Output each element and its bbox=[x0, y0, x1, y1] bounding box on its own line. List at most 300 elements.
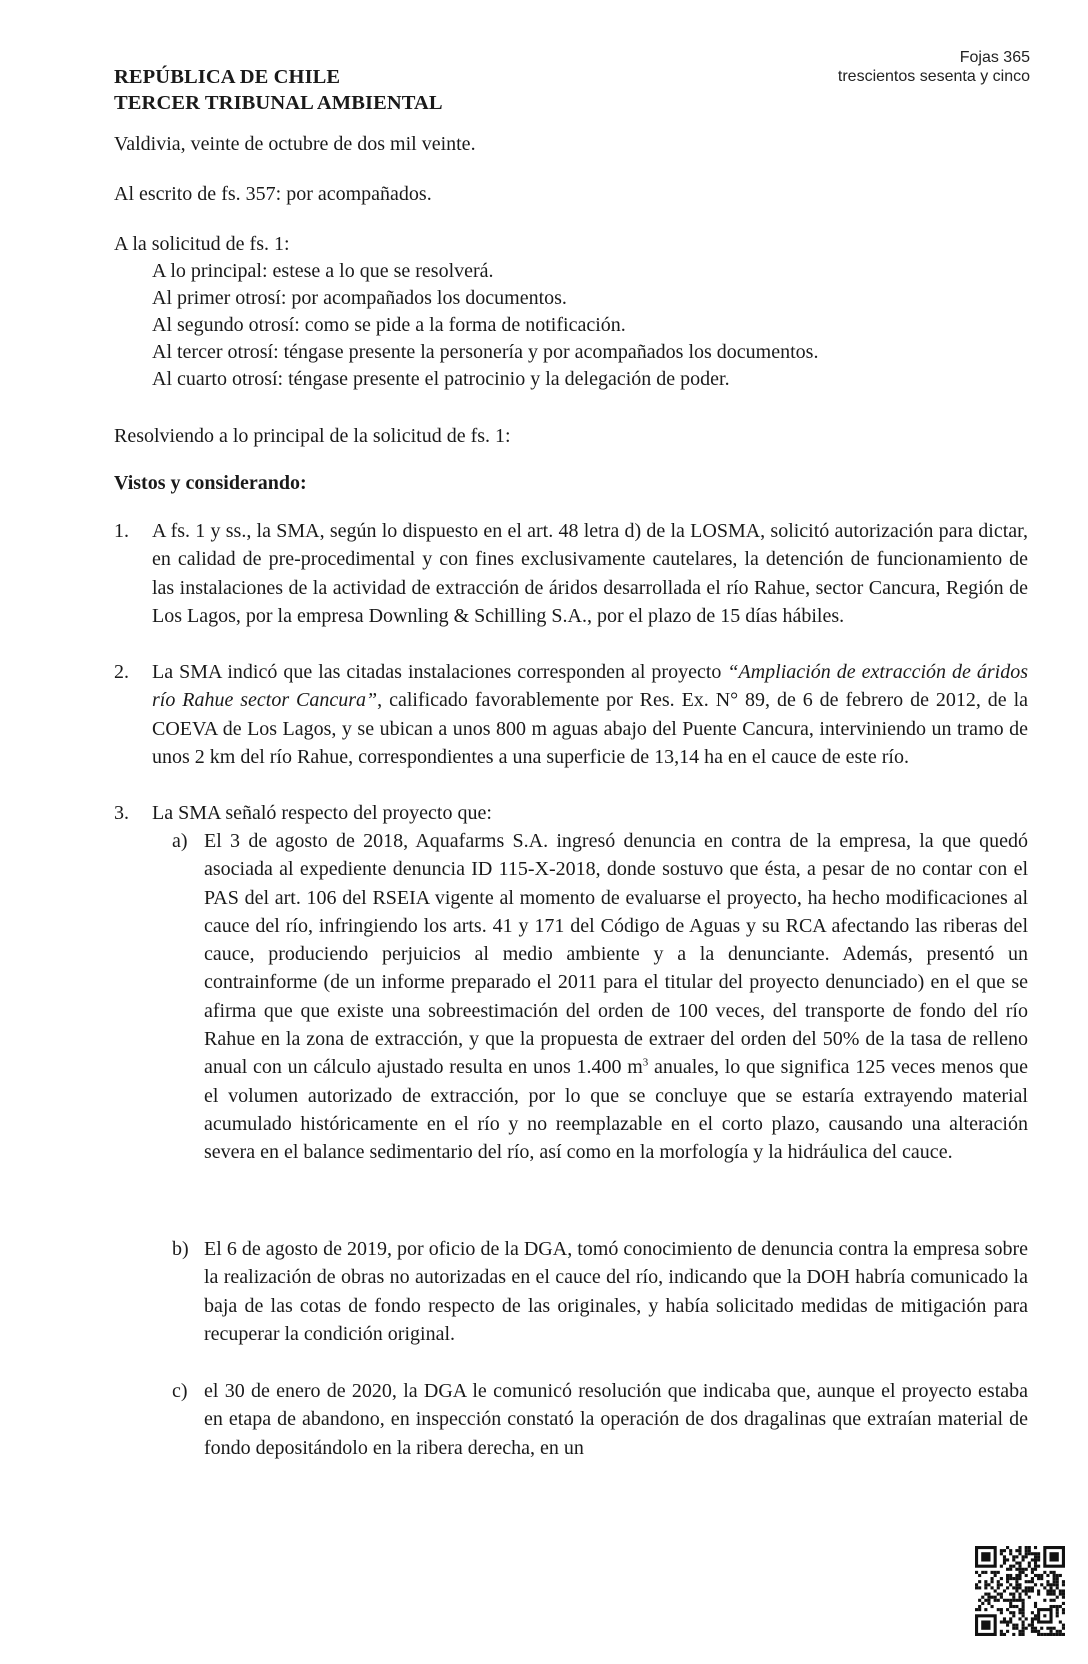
subitem-a bbox=[152, 827, 1028, 1167]
qr-module bbox=[1018, 1571, 1021, 1574]
qr-module bbox=[1022, 1558, 1025, 1561]
qr-module bbox=[978, 1580, 981, 1583]
qr-module bbox=[1053, 1605, 1056, 1608]
escrito-line: Al escrito de fs. 357: por acompañados. bbox=[114, 183, 432, 205]
resolviendo-line: Resolviendo a lo principal de la solicitud de fs. 1: bbox=[114, 425, 511, 447]
qr-module bbox=[1015, 1562, 1018, 1565]
qr-module bbox=[1046, 1633, 1049, 1636]
qr-module bbox=[987, 1596, 990, 1599]
qr-module bbox=[1053, 1599, 1056, 1602]
qr-module bbox=[1037, 1558, 1040, 1561]
qr-module bbox=[1003, 1549, 1006, 1552]
qr-module bbox=[1012, 1605, 1015, 1608]
qr-module bbox=[1003, 1558, 1006, 1561]
qr-module bbox=[1009, 1599, 1012, 1602]
qr-module bbox=[1018, 1630, 1021, 1633]
fojas-words: trescientos sesenta y cinco bbox=[837, 68, 1030, 85]
qr-module bbox=[1031, 1630, 1034, 1633]
qr-module bbox=[1015, 1574, 1018, 1577]
qr-module bbox=[1034, 1555, 1037, 1558]
qr-module bbox=[1025, 1627, 1028, 1630]
qr-module bbox=[1056, 1583, 1059, 1586]
qr-module bbox=[1062, 1608, 1065, 1611]
qr-module bbox=[1037, 1630, 1040, 1633]
qr-module bbox=[1025, 1549, 1028, 1552]
qr-module bbox=[984, 1608, 987, 1611]
qr-module bbox=[1031, 1568, 1034, 1571]
qr-module bbox=[984, 1593, 987, 1596]
qr-module bbox=[1031, 1617, 1034, 1620]
qr-module bbox=[1018, 1546, 1021, 1549]
qr-module bbox=[1018, 1577, 1021, 1580]
qr-module bbox=[1031, 1611, 1034, 1614]
qr-module bbox=[997, 1580, 1000, 1583]
qr-module bbox=[1009, 1574, 1012, 1577]
subitem-text bbox=[204, 827, 1028, 1167]
solicitud-item: Al primer otrosí: por acompañados los documentos. bbox=[152, 287, 567, 309]
qr-module bbox=[978, 1599, 981, 1602]
qr-module bbox=[1015, 1627, 1018, 1630]
qr-module bbox=[1034, 1602, 1037, 1605]
qr-module bbox=[1015, 1624, 1018, 1627]
date-line: Valdivia, veinte de octubre de dos mil veinte. bbox=[114, 133, 476, 155]
qr-module bbox=[1037, 1565, 1040, 1568]
header-country: REPÚBLICA DE CHILE bbox=[114, 66, 341, 88]
qr-module bbox=[1046, 1627, 1049, 1630]
qr-module bbox=[991, 1577, 994, 1580]
qr-module bbox=[1034, 1630, 1037, 1633]
considerando-2 bbox=[114, 658, 1028, 771]
qr-module bbox=[1034, 1558, 1037, 1561]
qr-module bbox=[1056, 1633, 1059, 1636]
qr-module bbox=[997, 1571, 1000, 1574]
qr-module bbox=[1022, 1555, 1025, 1558]
qr-module bbox=[1009, 1568, 1012, 1571]
qr-module bbox=[1000, 1549, 1003, 1552]
qr-module bbox=[1049, 1599, 1052, 1602]
qr-module bbox=[1053, 1589, 1056, 1592]
qr-module bbox=[1031, 1627, 1034, 1630]
qr-module bbox=[1025, 1593, 1028, 1596]
qr-module bbox=[1059, 1574, 1062, 1577]
qr-module bbox=[1018, 1565, 1021, 1568]
qr-module bbox=[1012, 1627, 1015, 1630]
item-number: 3. bbox=[114, 802, 129, 824]
qr-module bbox=[1053, 1633, 1056, 1636]
subitem-b bbox=[152, 1235, 1028, 1348]
qr-module bbox=[984, 1583, 987, 1586]
project-name: “Ampliación de extracción de áridos río Rahue sector Cancura” bbox=[152, 661, 1028, 712]
qr-module bbox=[1018, 1583, 1021, 1586]
qr-module bbox=[1012, 1558, 1015, 1561]
qr-module bbox=[1034, 1568, 1037, 1571]
qr-module bbox=[1056, 1574, 1059, 1577]
qr-module bbox=[1034, 1605, 1037, 1608]
qr-module bbox=[1018, 1574, 1021, 1577]
qr-module bbox=[994, 1589, 997, 1592]
qr-module bbox=[1040, 1627, 1043, 1630]
court-header bbox=[114, 64, 443, 116]
qr-module bbox=[1003, 1633, 1006, 1636]
qr-module bbox=[1018, 1568, 1021, 1571]
qr-module bbox=[1000, 1552, 1003, 1555]
qr-module bbox=[1018, 1611, 1021, 1614]
qr-module bbox=[1006, 1558, 1009, 1561]
qr-module bbox=[1049, 1593, 1052, 1596]
qr-module bbox=[1062, 1611, 1065, 1614]
qr-module bbox=[1009, 1593, 1012, 1596]
fojas-number: Fojas 365 bbox=[959, 49, 1030, 66]
qr-module bbox=[984, 1599, 987, 1602]
qr-module bbox=[997, 1586, 1000, 1589]
qr-module bbox=[1049, 1571, 1052, 1574]
qr-module bbox=[1009, 1552, 1012, 1555]
qr-module bbox=[1000, 1583, 1003, 1586]
qr-module bbox=[1015, 1549, 1018, 1552]
considerando-3 bbox=[114, 799, 1028, 827]
qr-module bbox=[1034, 1562, 1037, 1565]
qr-module bbox=[991, 1580, 994, 1583]
qr-module bbox=[1022, 1605, 1025, 1608]
qr-module bbox=[1009, 1565, 1012, 1568]
qr-module bbox=[994, 1596, 997, 1599]
qr-module bbox=[1062, 1602, 1065, 1605]
qr-module bbox=[1062, 1583, 1065, 1586]
qr-module bbox=[1062, 1633, 1065, 1636]
qr-module bbox=[1015, 1586, 1018, 1589]
qr-module bbox=[1003, 1555, 1006, 1558]
qr-module bbox=[1037, 1633, 1040, 1636]
qr-module bbox=[1031, 1589, 1034, 1592]
qr-module bbox=[1040, 1574, 1043, 1577]
qr-module bbox=[1009, 1549, 1012, 1552]
qr-module bbox=[1009, 1583, 1012, 1586]
qr-module bbox=[1028, 1624, 1031, 1627]
qr-module bbox=[1056, 1630, 1059, 1633]
qr-module bbox=[1037, 1574, 1040, 1577]
qr-module bbox=[1018, 1596, 1021, 1599]
qr-module bbox=[1043, 1586, 1046, 1589]
qr-module bbox=[994, 1571, 997, 1574]
qr-module bbox=[1006, 1568, 1009, 1571]
qr-module bbox=[1034, 1546, 1037, 1549]
qr-module bbox=[1000, 1593, 1003, 1596]
qr-module bbox=[1015, 1605, 1018, 1608]
qr-module bbox=[1022, 1630, 1025, 1633]
qr-module bbox=[1006, 1608, 1009, 1611]
qr-module bbox=[1053, 1583, 1056, 1586]
qr-module bbox=[1056, 1577, 1059, 1580]
qr-module bbox=[1006, 1599, 1009, 1602]
solicitud-item: Al tercer otrosí: téngase presente la personería y por acompañados los documentos. bbox=[152, 341, 819, 363]
qr-module bbox=[987, 1602, 990, 1605]
qr-module bbox=[1031, 1558, 1034, 1561]
qr-module bbox=[1056, 1596, 1059, 1599]
considerando-1 bbox=[114, 517, 1028, 630]
qr-module bbox=[1022, 1608, 1025, 1611]
subitem-c bbox=[152, 1377, 1028, 1462]
qr-module bbox=[1006, 1574, 1009, 1577]
qr-module bbox=[1053, 1571, 1056, 1574]
qr-module bbox=[1012, 1599, 1015, 1602]
qr-module bbox=[1000, 1565, 1003, 1568]
qr-module bbox=[981, 1596, 984, 1599]
superscript: 3 bbox=[642, 1056, 649, 1069]
qr-module bbox=[1059, 1620, 1062, 1623]
qr-module bbox=[1025, 1555, 1028, 1558]
qr-module bbox=[1012, 1555, 1015, 1558]
qr-module bbox=[1056, 1608, 1059, 1611]
qr-module bbox=[1018, 1562, 1021, 1565]
qr-module bbox=[1037, 1589, 1040, 1592]
qr-module bbox=[1015, 1589, 1018, 1592]
qr-module bbox=[1000, 1611, 1003, 1614]
qr-module bbox=[1046, 1589, 1049, 1592]
qr-module bbox=[997, 1583, 1000, 1586]
qr-module bbox=[1062, 1580, 1065, 1583]
qr-module bbox=[994, 1599, 997, 1602]
qr-module bbox=[1043, 1571, 1046, 1574]
qr-module bbox=[978, 1608, 981, 1611]
qr-module bbox=[1022, 1602, 1025, 1605]
qr-code-icon bbox=[975, 1546, 1065, 1636]
qr-module bbox=[984, 1580, 987, 1583]
qr-module bbox=[1025, 1546, 1028, 1549]
qr-module bbox=[1025, 1568, 1028, 1571]
qr-module bbox=[1049, 1589, 1052, 1592]
qr-module bbox=[1003, 1620, 1006, 1623]
item-number: 1. bbox=[114, 520, 129, 542]
qr-module bbox=[1006, 1546, 1009, 1549]
qr-module bbox=[1049, 1627, 1052, 1630]
qr-module bbox=[1037, 1577, 1040, 1580]
qr-module bbox=[1034, 1583, 1037, 1586]
qr-module bbox=[1003, 1617, 1006, 1620]
qr-module bbox=[1028, 1596, 1031, 1599]
header-court: TERCER TRIBUNAL AMBIENTAL bbox=[114, 92, 443, 114]
solicitud-title: A la solicitud de fs. 1: bbox=[114, 233, 290, 255]
item-text bbox=[152, 658, 1028, 771]
qr-module bbox=[1022, 1611, 1025, 1614]
solicitud-item: Al segundo otrosí: como se pide a la forma de notificación. bbox=[152, 314, 626, 336]
qr-module bbox=[1028, 1580, 1031, 1583]
qr-module bbox=[975, 1583, 978, 1586]
qr-module bbox=[1028, 1546, 1031, 1549]
qr-module bbox=[1009, 1611, 1012, 1614]
item-text: La SMA señaló respecto del proyecto que: bbox=[152, 802, 492, 824]
qr-module bbox=[1034, 1552, 1037, 1555]
qr-module bbox=[1031, 1580, 1034, 1583]
qr-module bbox=[975, 1608, 978, 1611]
qr-module bbox=[1028, 1549, 1031, 1552]
qr-module bbox=[1012, 1577, 1015, 1580]
qr-module bbox=[1059, 1630, 1062, 1633]
qr-module bbox=[1000, 1577, 1003, 1580]
qr-module bbox=[975, 1571, 978, 1574]
qr-module bbox=[1025, 1574, 1028, 1577]
qr-module bbox=[1043, 1599, 1046, 1602]
qr-module bbox=[1012, 1596, 1015, 1599]
qr-module bbox=[1046, 1583, 1049, 1586]
qr-module bbox=[987, 1593, 990, 1596]
qr-module bbox=[997, 1608, 1000, 1611]
qr-module bbox=[1006, 1630, 1009, 1633]
qr-module bbox=[1022, 1589, 1025, 1592]
qr-module bbox=[1028, 1565, 1031, 1568]
qr-module bbox=[1034, 1617, 1037, 1620]
qr-module bbox=[994, 1574, 997, 1577]
qr-module bbox=[1059, 1589, 1062, 1592]
qr-module bbox=[1009, 1602, 1012, 1605]
qr-module bbox=[1000, 1620, 1003, 1623]
qr-module bbox=[1025, 1586, 1028, 1589]
qr-module bbox=[1062, 1624, 1065, 1627]
text-run: La SMA indicó que las citadas instalaciones corresponden al proyecto bbox=[152, 661, 728, 683]
qr-module bbox=[1018, 1608, 1021, 1611]
qr-module bbox=[1049, 1605, 1052, 1608]
qr-module bbox=[1012, 1586, 1015, 1589]
qr-module bbox=[1059, 1605, 1062, 1608]
qr-module bbox=[1009, 1617, 1012, 1620]
qr-module bbox=[984, 1586, 987, 1589]
qr-module bbox=[1000, 1608, 1003, 1611]
qr-module bbox=[1056, 1614, 1059, 1617]
qr-module bbox=[1012, 1593, 1015, 1596]
qr-module bbox=[1028, 1562, 1031, 1565]
qr-module bbox=[1028, 1586, 1031, 1589]
qr-module bbox=[1009, 1605, 1012, 1608]
qr-module bbox=[1012, 1565, 1015, 1568]
qr-module bbox=[1022, 1614, 1025, 1617]
qr-module bbox=[1056, 1605, 1059, 1608]
qr-module bbox=[1012, 1624, 1015, 1627]
qr-module bbox=[1000, 1630, 1003, 1633]
qr-module bbox=[1031, 1552, 1034, 1555]
item-text: A fs. 1 y ss., la SMA, según lo dispuesto en el art. 48 letra d) de la LOSMA, solicitó autorización para dictar, en calidad de pre-procedimental y con fines exclusivamente cautelares, la detención de funcionamiento de las instalaciones de la actividad de extracción de áridos desarrollada el río Rahue, sector Cancura, Región de Los Lagos, por la empresa Downling & Schilling S.A., por el plazo de 15 días hábiles. bbox=[152, 520, 1028, 627]
qr-module bbox=[1040, 1577, 1043, 1580]
qr-module bbox=[1025, 1589, 1028, 1592]
qr-module bbox=[991, 1605, 994, 1608]
qr-module bbox=[1040, 1583, 1043, 1586]
qr-module bbox=[1049, 1583, 1052, 1586]
qr-module bbox=[1031, 1586, 1034, 1589]
qr-module bbox=[1031, 1571, 1034, 1574]
qr-module bbox=[1018, 1599, 1021, 1602]
qr-module bbox=[1034, 1627, 1037, 1630]
qr-module bbox=[1031, 1624, 1034, 1627]
fojas-stamp bbox=[838, 48, 1030, 86]
qr-module bbox=[1056, 1611, 1059, 1614]
qr-module bbox=[1034, 1614, 1037, 1617]
qr-module bbox=[1053, 1577, 1056, 1580]
subitem-text: el 30 de enero de 2020, la DGA le comunicó resolución que indicaba que, aunque el proyecto estaba en etapa de abandono, en inspección constató la operación de dos dragalinas que extraían material de fondo depositándolo en la ribera derecha, en un bbox=[204, 1380, 1028, 1459]
qr-module bbox=[1062, 1596, 1065, 1599]
qr-module bbox=[1012, 1611, 1015, 1614]
qr-module bbox=[1043, 1633, 1046, 1636]
qr-module bbox=[1006, 1624, 1009, 1627]
subitem-letter: a) bbox=[172, 830, 188, 852]
qr-module bbox=[987, 1599, 990, 1602]
qr-module bbox=[997, 1599, 1000, 1602]
qr-module bbox=[981, 1571, 984, 1574]
qr-module bbox=[1053, 1593, 1056, 1596]
qr-module bbox=[991, 1586, 994, 1589]
qr-module bbox=[978, 1574, 981, 1577]
qr-module bbox=[1006, 1620, 1009, 1623]
qr-module bbox=[1049, 1630, 1052, 1633]
qr-module bbox=[1015, 1580, 1018, 1583]
qr-module bbox=[1015, 1577, 1018, 1580]
qr-module bbox=[1018, 1617, 1021, 1620]
qr-module bbox=[1009, 1620, 1012, 1623]
text-run: anuales, lo que significa 125 veces menos que el volumen autorizado de extracción, por lo que se concluye que se estaría extrayendo material acumulado históricamente en el río y no reemplazable en el corto plazo, causando una alteración severa en el balance sedimentario del río, así como en la morfología y la hidráulica del cauce. bbox=[204, 1056, 1029, 1164]
qr-module bbox=[1015, 1583, 1018, 1586]
qr-module bbox=[1056, 1586, 1059, 1589]
qr-module bbox=[1049, 1633, 1052, 1636]
qr-module bbox=[1018, 1549, 1021, 1552]
qr-module bbox=[1009, 1577, 1012, 1580]
qr-module bbox=[1046, 1580, 1049, 1583]
qr-module bbox=[984, 1571, 987, 1574]
qr-module bbox=[1006, 1586, 1009, 1589]
qr-module bbox=[1003, 1599, 1006, 1602]
qr-module bbox=[1018, 1586, 1021, 1589]
qr-module bbox=[1049, 1586, 1052, 1589]
qr-module bbox=[981, 1602, 984, 1605]
qr-module bbox=[978, 1605, 981, 1608]
qr-module bbox=[1028, 1552, 1031, 1555]
qr-module bbox=[1034, 1574, 1037, 1577]
qr-module bbox=[1046, 1593, 1049, 1596]
solicitud-item: A lo principal: estese a lo que se resolverá. bbox=[152, 260, 494, 282]
qr-module bbox=[975, 1586, 978, 1589]
qr-module bbox=[1018, 1593, 1021, 1596]
qr-module bbox=[1018, 1633, 1021, 1636]
qr-module bbox=[991, 1596, 994, 1599]
qr-module bbox=[1022, 1624, 1025, 1627]
qr-module bbox=[1062, 1627, 1065, 1630]
qr-module bbox=[1015, 1599, 1018, 1602]
subitem-letter: c) bbox=[172, 1380, 188, 1402]
qr-module bbox=[1015, 1568, 1018, 1571]
qr-module bbox=[1031, 1620, 1034, 1623]
qr-module bbox=[1034, 1565, 1037, 1568]
qr-module bbox=[1062, 1593, 1065, 1596]
qr-module bbox=[1037, 1593, 1040, 1596]
qr-module bbox=[991, 1571, 994, 1574]
qr-module bbox=[1053, 1580, 1056, 1583]
subitem-letter: b) bbox=[172, 1238, 189, 1260]
qr-module bbox=[1031, 1577, 1034, 1580]
text-run: El 3 de agosto de 2018, Aquafarms S.A. ingresó denuncia en contra de la empresa, la que quedó asociada al expediente denuncia ID 115-X-2018, donde sostuvo que ésta, a pesar de no contar con el PAS del art. 106 del RSEIA vigente al momento de evaluarse el proyecto, ha hecho modificaciones al cauce del río, infringiendo los arts. 41 y 171 del Código de Aguas y su RCA afectando las riberas del cauce, produciendo perjuicios al medio ambiente y a la denunciante. Además, presentó un contrainforme (de un informe preparado el 2011 para el titular del proyecto denunciado) en el que se afirma que que existe una sobreestimación del orden de 100 veces, del transporte de fondo del río Rahue en la zona de extracción, y que la propuesta de extraer del orden del 50% de la tasa de relleno anual con un cálculo ajustado resulta en unos 1.400 m bbox=[204, 830, 1028, 1079]
qr-module bbox=[1037, 1552, 1040, 1555]
qr-module bbox=[1025, 1580, 1028, 1583]
qr-module bbox=[1022, 1633, 1025, 1636]
solicitud-item: Al cuarto otrosí: téngase presente el patrocinio y la delegación de poder. bbox=[152, 368, 730, 390]
qr-module bbox=[1022, 1627, 1025, 1630]
qr-module bbox=[1000, 1596, 1003, 1599]
qr-module bbox=[1062, 1589, 1065, 1592]
qr-module bbox=[987, 1583, 990, 1586]
qr-module bbox=[1022, 1568, 1025, 1571]
qr-module bbox=[1022, 1571, 1025, 1574]
qr-module bbox=[1025, 1617, 1028, 1620]
qr-module bbox=[1053, 1574, 1056, 1577]
qr-module bbox=[1003, 1589, 1006, 1592]
qr-module bbox=[1022, 1599, 1025, 1602]
qr-module bbox=[1003, 1562, 1006, 1565]
qr-module bbox=[1012, 1614, 1015, 1617]
